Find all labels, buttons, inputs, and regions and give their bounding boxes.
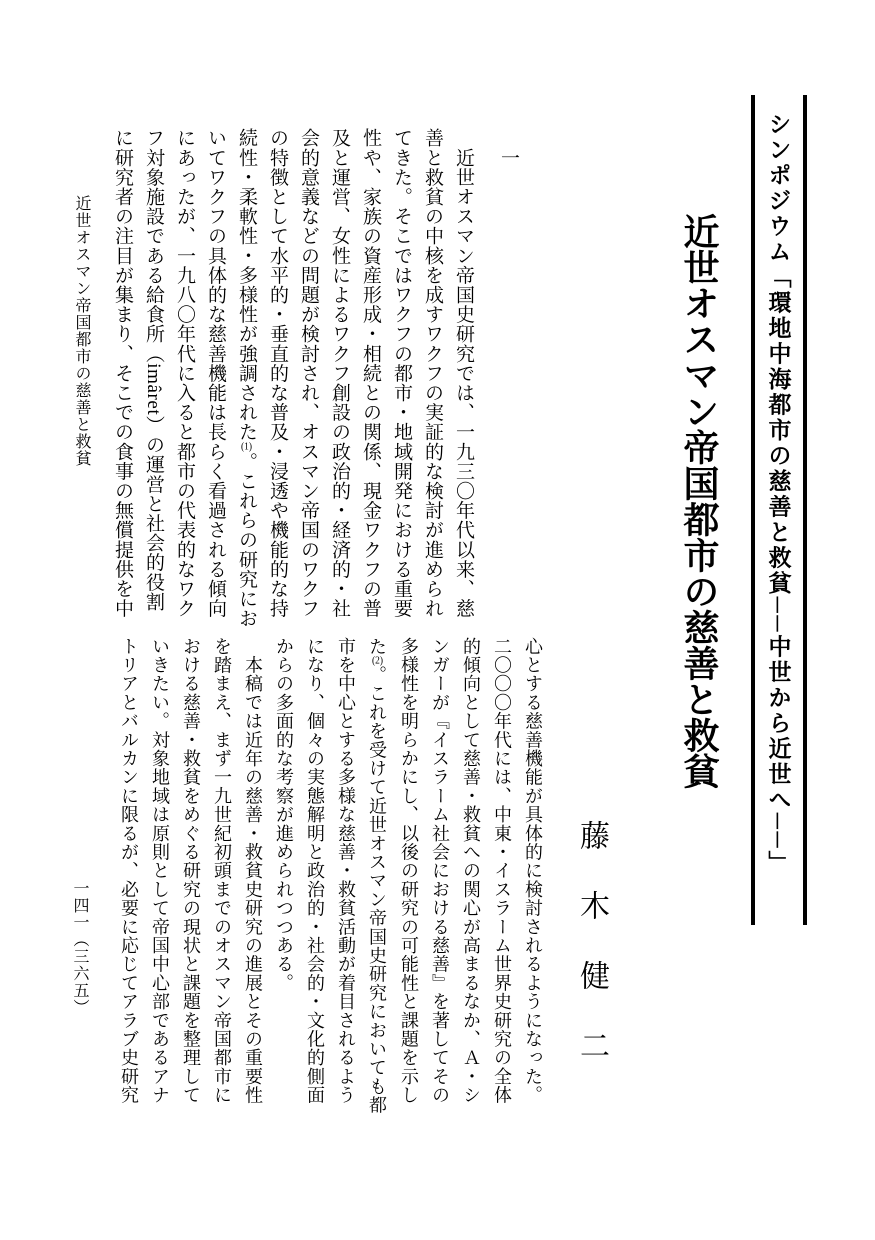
- author-name: 藤 木 健 二: [575, 820, 608, 1065]
- text-column: ンガーが『イスラーム社会における慈善』を著してその: [430, 637, 450, 1105]
- footnote-marker: (2): [372, 655, 383, 666]
- body-block-top: [107, 128, 524, 629]
- text-column: 二〇〇〇年代には、中東・イスラーム世界史研究の全体: [492, 637, 512, 1105]
- footnote-marker: (1): [241, 441, 252, 452]
- text-column: 会的意義などの問題が検討され、オスマン帝国のワクフ: [298, 128, 319, 618]
- text-column: 善と救貧の中核を成すワクフの実証的な検討が進められ: [422, 128, 443, 618]
- text-column: を踏まえ、まず一九世紀初頭までのオスマン帝国都市に: [212, 637, 232, 1105]
- text-column: 性や、家族の資産形成・相続との関係、現金ワクフの普: [360, 128, 381, 618]
- text-column: 心とする慈善機能が具体的に検討されるようになった。: [523, 637, 543, 1105]
- text-column: いきたい。対象地域は原則として帝国中心部であるアナ: [150, 637, 170, 1105]
- text-column: てきた。そこではワクフの都市・地域開発における重要: [391, 128, 412, 618]
- running-title: 近世オスマン帝国都市の慈善と救貧: [73, 195, 90, 467]
- text-column: 的傾向として慈善・救貧への関心が高まるなか、Ａ・シ: [461, 637, 481, 1105]
- text-column: 多様性を明らかにし、以後の研究の可能性と課題を示し: [399, 637, 419, 1105]
- text-column: トリアとバルカンに限るが、必要に応じてアラブ史研究: [119, 637, 139, 1105]
- text-column: 市を中心とする多様な慈善・救貧活動が着目されるよう: [336, 637, 356, 1105]
- article-title: 近世オスマン帝国都市の慈善と救貧: [679, 213, 719, 789]
- symposium-banner: [751, 95, 807, 925]
- text-column: た(2)。これを受けて近世オスマン帝国史研究においても都: [367, 637, 387, 1115]
- page-number: 一四一（三六五）: [71, 880, 88, 1016]
- text-column: 続性・柔軟性・多様性が強調された(1)。これらの研究にお: [236, 128, 257, 629]
- text-column: の特徴として水平的・垂直的な普及・浸透や機能的な持: [267, 128, 288, 618]
- body-block-bottom: [113, 637, 548, 1115]
- text-column: フ対象施設である給食所（imâret）の運営と社会的役割: [143, 128, 164, 612]
- text-column: にあったが、一九八〇年代に入ると都市の代表的なワク: [174, 128, 195, 618]
- text-column: 本稿では近年の慈善・救貧史研究の進展とその重要性: [243, 637, 263, 1105]
- text-column: 近世オスマン帝国史研究では、一九三〇年代以来、慈: [453, 128, 474, 618]
- symposium-banner-text: シンポジウム「環地中海都市の慈善と救貧──中世から近世へ──」: [765, 112, 792, 876]
- text-column: いてワクフの具体的な慈善機能は長らく看過される傾向: [205, 128, 226, 618]
- text-column: になり、個々の実態解明と政治的・社会的・文化的側面: [305, 637, 325, 1105]
- section-number: 一: [498, 148, 519, 168]
- text-column: からの多面的な考察が進められつつある。: [274, 637, 294, 993]
- text-column: 及と運営、女性によるワクフ創設の政治的・経済的・社: [329, 128, 350, 618]
- text-column: おける慈善・救貧をめぐる研究の現状と課題を整理して: [181, 637, 201, 1105]
- text-column: に研究者の注目が集まり、そこでの食事の無償提供を中: [112, 128, 133, 618]
